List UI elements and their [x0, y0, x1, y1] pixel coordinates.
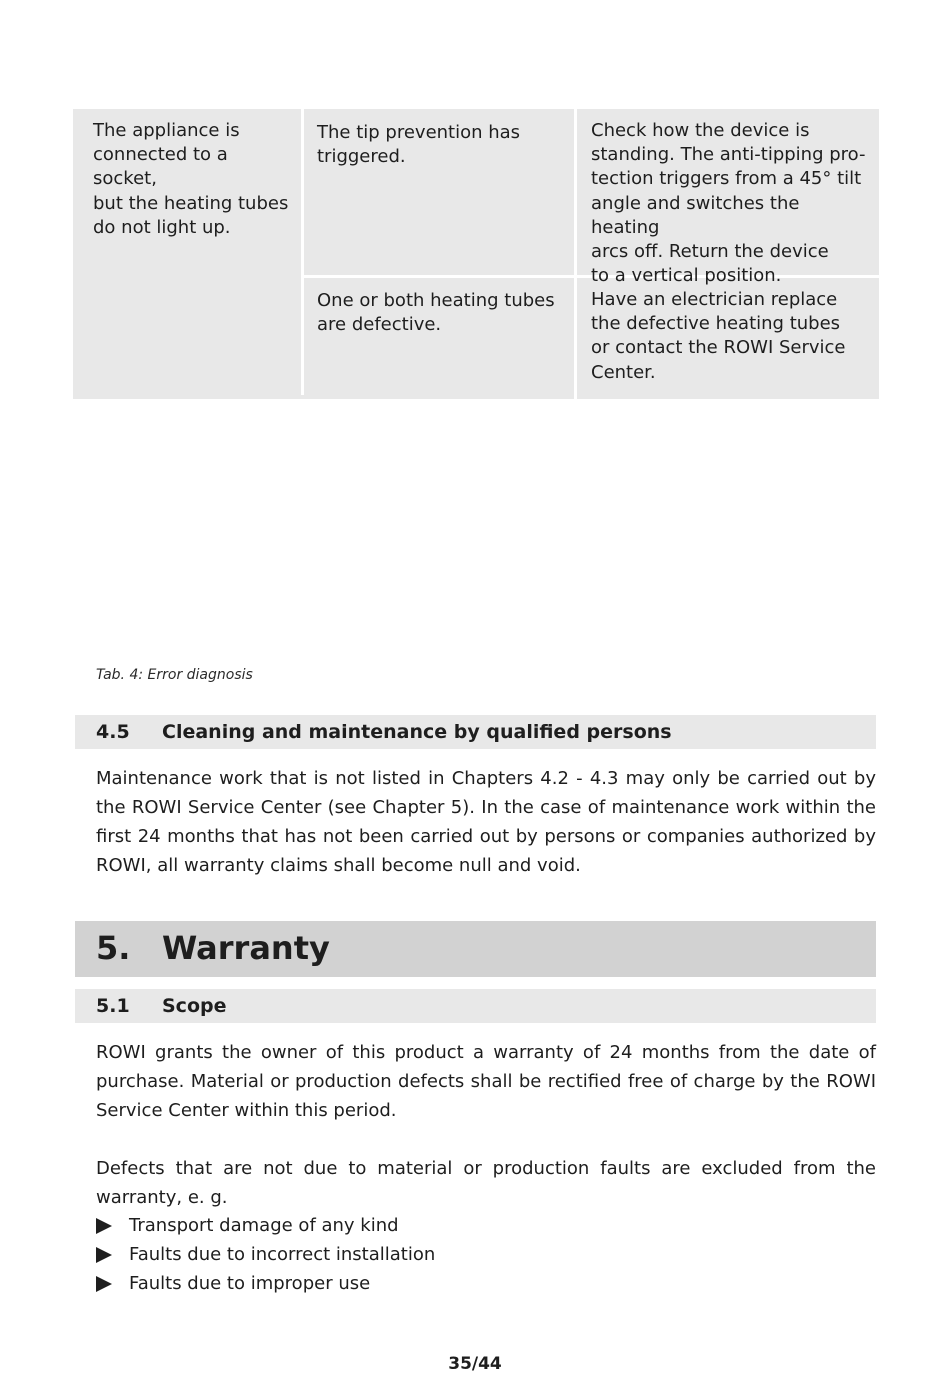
- section-heading: [75, 715, 876, 749]
- chapter-number: 5.: [96, 929, 131, 967]
- section-title: Cleaning and maintenance by qualified persons: [162, 721, 672, 743]
- triangle-bullet-icon: [96, 1218, 112, 1234]
- warranty-paragraph: ROWI grants the owner of this product a warranty of 24 months from the date of purchase. Material or production defects shall be rectified free of charge by the ROWI Service Center within this period.: [96, 1042, 876, 1121]
- column-divider: [301, 109, 304, 395]
- section-number: 4.5: [96, 721, 130, 743]
- chapter-heading: [75, 921, 876, 977]
- chapter-title: Warranty: [162, 929, 330, 967]
- list-item-text: Faults due to improper use: [129, 1273, 371, 1294]
- page-number: 35/44: [448, 1354, 502, 1374]
- section-title: Scope: [162, 995, 227, 1017]
- problem-cell: The appliance is connected to a socket, but the heating tubes do not light up.: [93, 120, 289, 238]
- section-heading: [75, 989, 876, 1023]
- column-divider: [574, 109, 577, 399]
- maintenance-paragraph: Maintenance work that is not listed in Chapters 4.2 - 4.3 may only be carried out by the ROWI Service Center (see Chapter 5). In the case of maintenance work within the first 24 months that has not been carried out by persons or companies authorized by ROWI, all warranty claims shall become null and void.: [96, 768, 876, 876]
- list-item-text: Transport damage of any kind: [129, 1215, 399, 1236]
- cause-cell: The tip prevention has triggered.: [317, 122, 521, 168]
- section-number: 5.1: [96, 995, 130, 1017]
- triangle-bullet-icon: [96, 1247, 112, 1263]
- error-diagnosis-table: [73, 109, 879, 399]
- triangle-bullet-icon: [96, 1276, 112, 1292]
- exclusions-paragraph: Defects that are not due to material or production faults are excluded from the warranty, e. g.: [96, 1158, 876, 1208]
- list-item: [96, 1211, 435, 1240]
- remedy-cell: Check how the device is standing. The anti-tipping pro- tection triggers from a 45° tilt angle and switches the heating arcs off. Return the device to a vertical position.: [591, 120, 866, 287]
- table-caption: Tab. 4: Error diagnosis: [96, 667, 253, 683]
- list-item: [96, 1269, 435, 1298]
- exclusions-list: [96, 1211, 435, 1298]
- cause-cell: One or both heating tubes are defective.: [317, 290, 555, 336]
- list-item-text: Faults due to incorrect installation: [129, 1244, 436, 1265]
- list-item: [96, 1240, 435, 1269]
- remedy-cell: Have an electrician replace the defective heating tubes or contact the ROWI Service Center.: [591, 289, 846, 383]
